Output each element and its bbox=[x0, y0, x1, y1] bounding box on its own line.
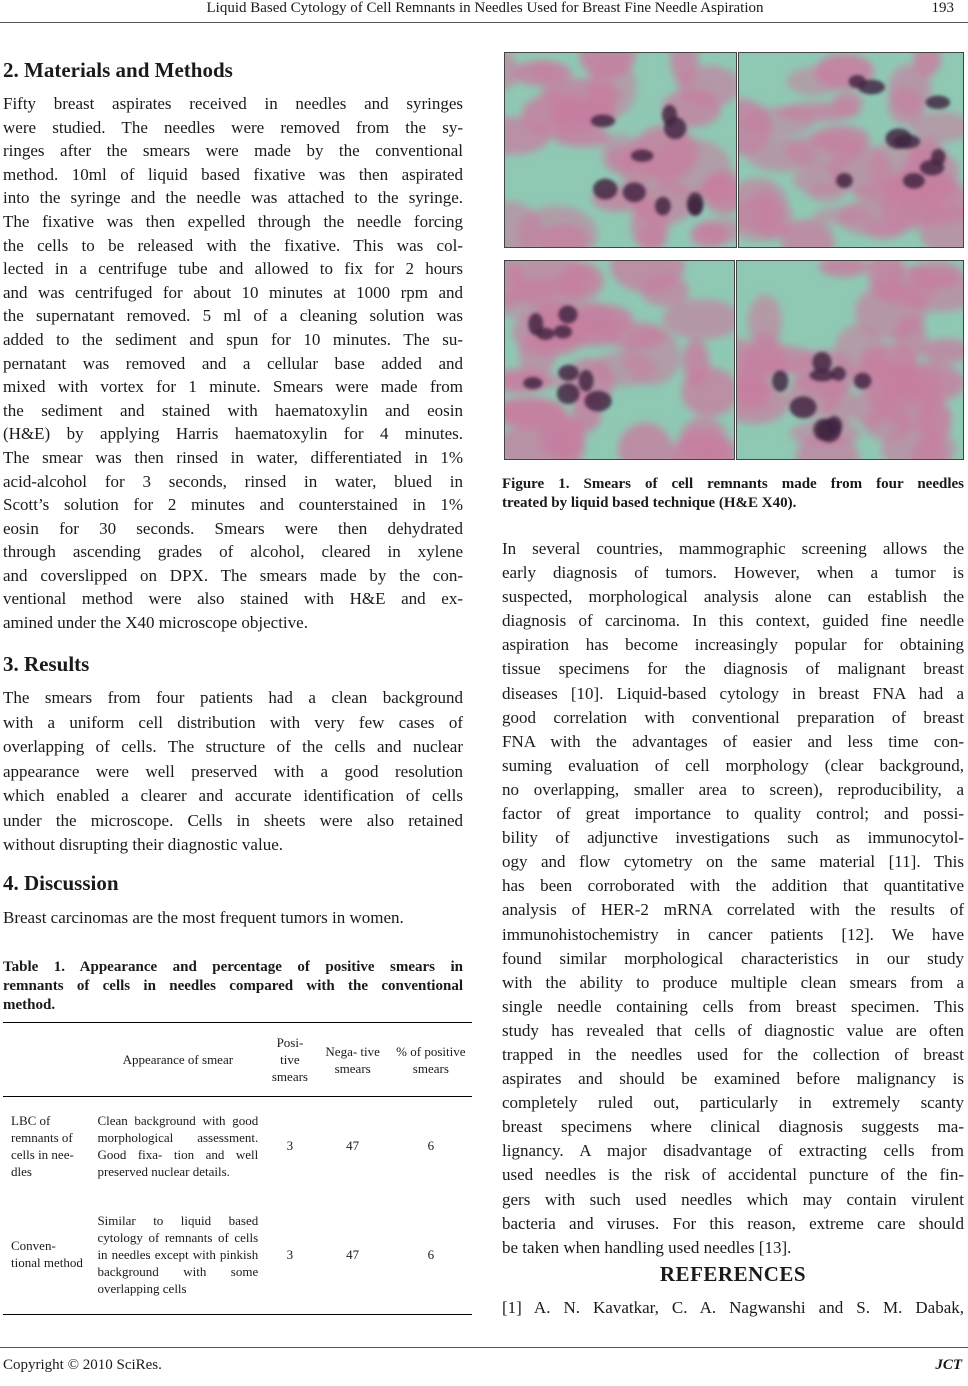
text-line: remnants of cells in needles compared with the conventional bbox=[3, 978, 463, 994]
row-label: LBC of remnants of cells in nee- dles bbox=[11, 1112, 74, 1179]
text-line: which enabled a clearer and accurate identification of cells bbox=[3, 786, 463, 805]
row-label: Conven- tional method bbox=[11, 1238, 83, 1271]
text-line: acid-alcohol for 3 seconds, rinsed in water, blued in bbox=[3, 471, 463, 491]
text-line: and was centrifuged for about 10 minutes at 1000 rpm and bbox=[3, 282, 463, 302]
text-line: Figure 1. Smears of cell remnants made from four needles bbox=[502, 476, 964, 492]
text-line: method. 10ml of liquid based fixative was then aspirated bbox=[3, 164, 463, 184]
figure-1 bbox=[504, 52, 964, 462]
text-line: amined under the X40 microscope objective. bbox=[3, 613, 308, 633]
text-line: (H&E) by applying Harris haematoxylin for 4 minutes. bbox=[3, 424, 463, 444]
methods-heading: 2. Materials and Methods bbox=[3, 58, 233, 82]
row-appearance: Clean background with good morphological assessment. Good fixa- tion and well preserved nuclear details. bbox=[97, 1112, 259, 1179]
row-positive: 3 bbox=[286, 1246, 294, 1262]
text-line: breast specimens where clinical diagnosis suggests ma- bbox=[502, 1117, 964, 1137]
text-line: completely ruled out, particularly in extremely scanty bbox=[502, 1093, 964, 1113]
text-line: immunohistochemistry in cancer patients [12]. We have bbox=[502, 924, 964, 944]
results-heading: 3. Results bbox=[3, 652, 90, 676]
text-line: through ascending grades of alcohol, cleared in xylene bbox=[3, 542, 463, 562]
text-line: diseases [10]. Liquid-based cytology in breast FNA had a bbox=[502, 683, 964, 703]
text-line: The fixative was then expelled through the needle forcing bbox=[3, 211, 463, 231]
micrograph-panel bbox=[710, 52, 964, 265]
results-table bbox=[3, 1022, 472, 1315]
header-negative: Nega- tive smears bbox=[325, 1043, 380, 1076]
footer-rule bbox=[0, 1347, 968, 1348]
row-negative: 47 bbox=[346, 1246, 360, 1262]
text-line: ogy and flow cytometry on the same material [11]. This bbox=[502, 852, 964, 872]
text-line: overlapping of cells. The structure of the cells and nuclear bbox=[3, 737, 463, 756]
micrograph-grid bbox=[504, 52, 964, 462]
text-line: aspiration has become increasingly popular for obtaining bbox=[502, 635, 964, 655]
methods-section bbox=[3, 57, 463, 83]
text-line: trapped in the needles used for the collection of breast bbox=[502, 1044, 964, 1064]
discussion-body bbox=[3, 906, 463, 930]
text-line: under the microscope. Cells in sheets were also retained bbox=[3, 810, 463, 830]
discussion-continued bbox=[502, 537, 964, 1260]
text-line: pernatant was removed and a cellular base added and bbox=[3, 353, 463, 373]
text-line: the cells to be released with the fixative. This was col- bbox=[3, 235, 463, 255]
row-negative: 47 bbox=[346, 1138, 360, 1154]
text-line: The smears from four patients had a clean background bbox=[3, 688, 463, 707]
text-line: In several countries, mammographic screening allows the bbox=[502, 539, 964, 558]
table-row bbox=[3, 1195, 472, 1315]
results-body bbox=[3, 686, 463, 858]
text-line: good correlation with conventional preparation of breast bbox=[502, 707, 964, 727]
text-line: into the syringe and the needle was attached to the syringe. bbox=[3, 188, 463, 208]
page-number: 193 bbox=[931, 0, 954, 16]
text-line: gers with such used needles which may contain virulent bbox=[502, 1189, 964, 1209]
text-line: ventional method were also stained with H&E and ex- bbox=[3, 589, 463, 609]
text-line: FNA with the advantages of easier and less time con- bbox=[502, 731, 964, 751]
text-line: and coverslipped on DPX. The smears made by the con- bbox=[3, 565, 463, 585]
text-line: without disrupting their diagnostic value. bbox=[3, 835, 283, 854]
table-header-row bbox=[3, 1023, 472, 1097]
text-line: be taken when handling used needles [13]. bbox=[502, 1237, 792, 1257]
text-line: suming evaluation of cell morphology (clear background, bbox=[502, 755, 964, 775]
text-line: single needle containing cells from breast specimen. This bbox=[502, 996, 964, 1016]
row-positive: 3 bbox=[286, 1138, 294, 1154]
text-line: analysis of HER-2 mRNA correlated with the results of bbox=[502, 900, 964, 920]
journal-name: JCT bbox=[935, 1357, 962, 1373]
text-line: method. bbox=[3, 997, 56, 1013]
text-line: with a uniform cell distribution with very few cases of bbox=[3, 712, 463, 732]
results-section bbox=[3, 651, 463, 677]
text-line: study has revealed that cells of diagnostic value are often bbox=[502, 1020, 964, 1040]
header-appearance: Appearance of smear bbox=[122, 1052, 234, 1067]
text-line: bility of adjunctive investigations such as immunocytol- bbox=[502, 828, 964, 848]
text-line: added to the sediment and spun for 10 minutes. The su- bbox=[3, 329, 463, 349]
text-line: ringes after the smears were made by the conventional bbox=[3, 141, 463, 161]
text-line: no overlapping, smaller area to screen), reproducibility, a bbox=[502, 779, 964, 799]
micrograph-panel bbox=[712, 246, 964, 462]
text-line: suspected, morphological analysis alone can establish the bbox=[502, 587, 964, 607]
text-line: bacteria and viruses. For this reason, extreme care should bbox=[502, 1213, 964, 1233]
micrograph-panel bbox=[504, 52, 771, 264]
text-line: Scott’s solution for 2 minutes and counterstained in 1% bbox=[3, 495, 463, 515]
row-percent: 6 bbox=[427, 1246, 435, 1262]
text-line: the supernatant removed. 5 ml of a cleaning solution was bbox=[3, 306, 463, 326]
text-line: early diagnosis of tumors. However, when a tumor is bbox=[502, 563, 964, 583]
discussion-section bbox=[3, 870, 463, 896]
text-line: diagnosis of carcinoma. In this context, guided fine needle bbox=[502, 611, 964, 631]
reference-item: [1] A. N. Kavatkar, C. A. Nagwanshi and S. M. Dabak, bbox=[502, 1298, 964, 1317]
header-positive: Posi- tive smears bbox=[271, 1035, 308, 1084]
methods-body bbox=[3, 92, 463, 635]
header-cell-blank bbox=[3, 1023, 91, 1097]
text-line: factor of great importance to quality control; and possi- bbox=[502, 804, 964, 824]
text-line: Table 1. Appearance and percentage of positive smears in bbox=[3, 959, 463, 975]
text-line: Breast carcinomas are the most frequent tumors in women. bbox=[3, 908, 404, 927]
header-rule bbox=[0, 22, 968, 23]
text-line: aspirates and should be examined before malignancy is bbox=[502, 1069, 964, 1089]
table-row bbox=[3, 1097, 472, 1195]
text-line: mixed with vortex for 1 minute. Smears were made from bbox=[3, 377, 463, 397]
table-caption bbox=[3, 958, 463, 1015]
figure-caption bbox=[502, 475, 964, 513]
copyright: Copyright © 2010 SciRes. bbox=[3, 1357, 162, 1373]
text-line: the sediment and stained with haematoxylin and eosin bbox=[3, 400, 463, 420]
text-line: with the ability to produce multiple clean smears from a bbox=[502, 972, 964, 992]
text-line: used needles is the risk of accidental puncture of the fin- bbox=[502, 1165, 964, 1185]
text-line: treated by liquid based technique (H&E X40). bbox=[502, 495, 797, 511]
text-line: has been corroborated with the addition that quantitative bbox=[502, 876, 964, 896]
text-line: found similar morphological characteristics in our study bbox=[502, 948, 964, 968]
text-line: were studied. The needles were removed from the sy- bbox=[3, 117, 463, 137]
text-line: eosin for 30 seconds. Smears were then dehydrated bbox=[3, 518, 463, 538]
results-table-wrap bbox=[3, 1022, 472, 1315]
text-line: appearance were well preserved with a good resolution bbox=[3, 761, 463, 781]
running-title: Liquid Based Cytology of Cell Remnants in Needles Used for Breast Fine Needle Aspiration bbox=[206, 0, 764, 16]
text-line: lignancy. A major disadvantage of extracting cells from bbox=[502, 1141, 964, 1161]
text-line: Fifty breast aspirates received in needles and syringes bbox=[3, 94, 463, 113]
text-line: The smear was then rinsed in water, differentiated in 1% bbox=[3, 447, 463, 467]
references-heading: REFERENCES bbox=[659, 1262, 807, 1286]
text-line: lected in a centrifuge tube and allowed to fix for 2 hours bbox=[3, 259, 463, 279]
row-appearance: Similar to liquid based cytology of remnants of cells in needles except with pinkish background with some overlapping cells bbox=[97, 1212, 259, 1296]
row-percent: 6 bbox=[427, 1138, 435, 1154]
discussion-heading: 4. Discussion bbox=[3, 871, 119, 895]
text-line: tissue specimens for the diagnosis of malignant breast bbox=[502, 659, 964, 679]
running-header bbox=[0, 0, 968, 26]
reference-list bbox=[502, 1296, 964, 1320]
micrograph-panel bbox=[504, 239, 744, 462]
header-percent: % of positive smears bbox=[396, 1043, 466, 1076]
